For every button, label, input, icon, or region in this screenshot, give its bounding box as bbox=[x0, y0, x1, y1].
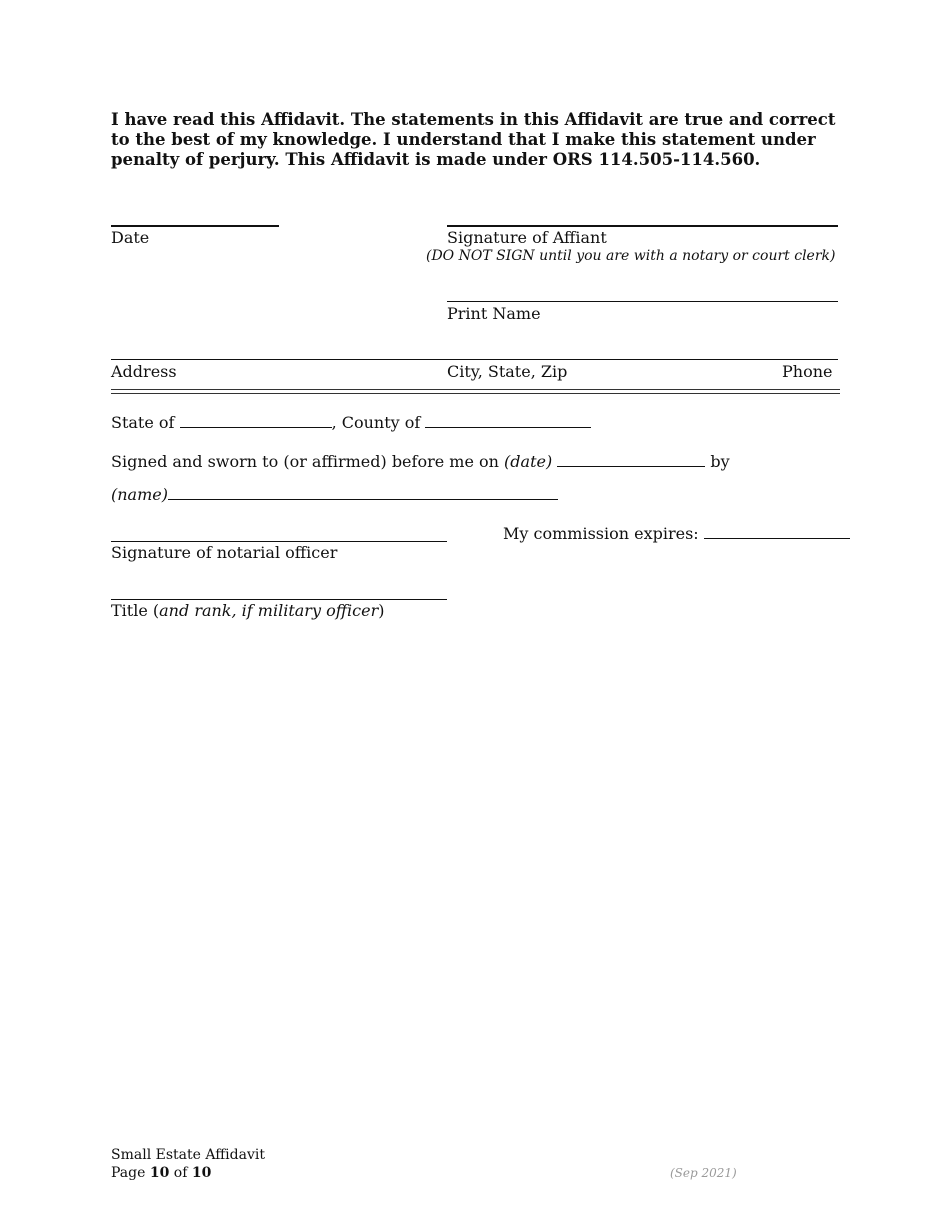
city-state-zip-label: City, State, Zip bbox=[447, 362, 568, 381]
affiant-signature-line[interactable] bbox=[447, 225, 838, 227]
commission-expires-field[interactable] bbox=[704, 524, 850, 539]
name-hint: (name) bbox=[111, 485, 168, 504]
state-county-line bbox=[111, 413, 591, 433]
title-hint: and rank, if military officer bbox=[159, 601, 379, 620]
do-not-sign-note: (DO NOT SIGN until you are with a notary or court clerk) bbox=[426, 248, 836, 264]
date-line[interactable] bbox=[111, 225, 279, 227]
county-of-label: , County of bbox=[331, 413, 421, 432]
address-line[interactable] bbox=[111, 359, 838, 360]
affidavit-statement: I have read this Affidavit. The statements in this Affidavit are true and correct to the best of my knowledge. I understand that I make this statement under penalty of perjury. This Affidavit is made under ORS 114.505-114.560. bbox=[111, 110, 836, 169]
phone-label: Phone bbox=[782, 362, 833, 381]
footer-form-name: Small Estate Affidavit bbox=[111, 1147, 265, 1163]
signature-of-affiant-label: Signature of Affiant bbox=[447, 228, 607, 247]
sworn-date-field[interactable] bbox=[557, 452, 705, 467]
page-of: of bbox=[173, 1165, 188, 1181]
title-close: ) bbox=[378, 601, 385, 620]
commission-expires-label: My commission expires: bbox=[503, 524, 699, 543]
page-current: 10 bbox=[149, 1165, 170, 1181]
state-of-label: State of bbox=[111, 413, 175, 432]
date-label: Date bbox=[111, 228, 150, 247]
footer-page-number bbox=[111, 1164, 211, 1182]
section-divider bbox=[111, 389, 840, 394]
name-line bbox=[111, 485, 558, 505]
revision-date: (Sep 2021) bbox=[670, 1166, 737, 1180]
county-field[interactable] bbox=[425, 413, 591, 428]
page-total: 10 bbox=[191, 1165, 212, 1181]
date-hint: (date) bbox=[504, 452, 553, 471]
notarial-signature-label: Signature of notarial officer bbox=[111, 543, 338, 562]
commission-line bbox=[503, 524, 850, 544]
name-field[interactable] bbox=[168, 485, 558, 500]
title-line[interactable] bbox=[111, 599, 447, 600]
notarial-signature-line[interactable] bbox=[111, 541, 447, 542]
address-label: Address bbox=[111, 362, 177, 381]
by-label: by bbox=[710, 452, 730, 471]
title-label: Title ( bbox=[111, 601, 160, 620]
state-field[interactable] bbox=[180, 413, 332, 428]
print-name-line[interactable] bbox=[447, 301, 838, 302]
page-prefix: Page bbox=[111, 1165, 146, 1181]
title-label-line bbox=[111, 601, 384, 621]
print-name-label: Print Name bbox=[447, 304, 541, 323]
sworn-label: Signed and sworn to (or affirmed) before me on bbox=[111, 452, 499, 471]
sworn-line bbox=[111, 452, 730, 472]
